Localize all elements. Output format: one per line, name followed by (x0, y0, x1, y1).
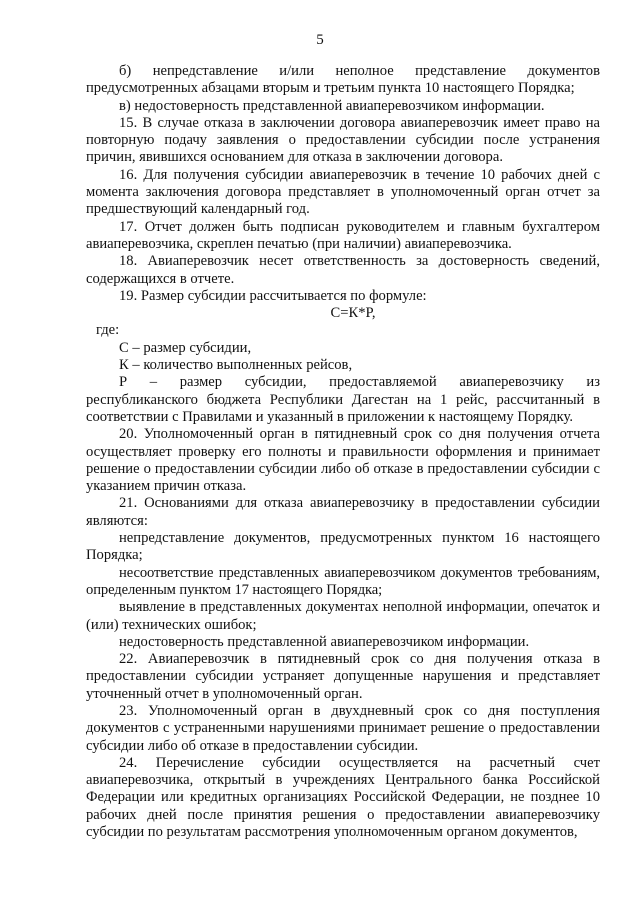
paragraph-b: б) непредставление и/или неполное представление документов предусмотренных абзацами вторым и третьим пункта 10 настоящего Порядка; (86, 63, 600, 97)
reason-4: недостоверность представленной авиаперевозчиком информации. (119, 633, 530, 650)
paragraph-22: 22. Авиаперевозчик в пятидневный срок со дня получения отказа в предоставлении субсидии устраняет допущенные нарушения и представляет уточненный отчет в уполномоченный орган. (86, 651, 600, 702)
paragraph-16: 16. Для получения субсидии авиаперевозчик в течение 10 рабочих дней с момента заключения договора представляет в уполномоченный орган отчет за предшествующий календарный год. (86, 166, 600, 218)
definition-k: К – количество выполненных рейсов, (119, 357, 353, 374)
paragraph-18: 18. Авиаперевозчик несет ответственность за достоверность сведений, содержащихся в отчете. (86, 253, 600, 287)
reason-2: несоответствие представленных авиаперевозчиком документов требованиям, определенным пунктом 17 настоящего Порядка; (86, 564, 600, 598)
paragraph-17: 17. Отчет должен быть подписан руководителем и главным бухгалтером авиаперевозчика, скреплен печатью (при наличии) авиаперевозчика. (86, 218, 600, 252)
page-number: 5 (316, 32, 324, 48)
paragraph-24: 24. Перечисление субсидии осуществляется на расчетный счет авиаперевозчика, открытый в учреждениях Центрального банка Российской Федерации или кредитных организациях Российской Федерации, не позднее 10 рабочих дней после принятия решения о предоставлении авиаперевозчику субсидии по результатам рассмотрения уполномоченным органом документов, (86, 754, 600, 841)
paragraph-19: 19. Размер субсидии рассчитывается по формуле: (119, 287, 427, 304)
definition-c: С – размер субсидии, (119, 339, 252, 356)
paragraph-20: 20. Уполномоченный орган в пятидневный срок со дня получения отчета осуществляет проверку его полноты и правильности оформления и принимает решение о предоставлении субсидии либо об отказе в предоставлении субсидии с указанием причин отказа. (86, 426, 600, 495)
where-label: где: (96, 322, 120, 339)
paragraph-15: 15. В случае отказа в заключении договора авиаперевозчик имеет право на повторную подачу заявления о предоставлении субсидии после устранения причин, явившихся основанием для отказа в заключении договора. (86, 114, 600, 166)
document-body (86, 63, 600, 841)
paragraph-23: 23. Уполномоченный орган в двухдневный срок со дня поступления документов с устраненными нарушениями принимает решение о предоставлении субсидии либо об отказе в предоставлении субсидии. (86, 702, 600, 754)
formula: С=К*Р, (330, 305, 376, 322)
reason-1: непредставление документов, предусмотренных пунктом 16 настоящего Порядка; (86, 530, 600, 564)
definition-p: Р – размер субсидии, предоставляемой авиаперевозчику из республиканского бюджета Республики Дагестан на 1 рейс, рассчитанный в соответствии с Правилами и указанный в приложении к настоящему Порядку. (86, 374, 600, 425)
paragraph-v: в) недостоверность представленной авиаперевозчиком информации. (119, 97, 545, 114)
paragraph-21: 21. Основаниями для отказа авиаперевозчику в предоставлении субсидии являются: (86, 495, 600, 529)
reason-3: выявление в представленных документах неполной информации, опечаток и (или) технических ошибок; (86, 599, 600, 633)
